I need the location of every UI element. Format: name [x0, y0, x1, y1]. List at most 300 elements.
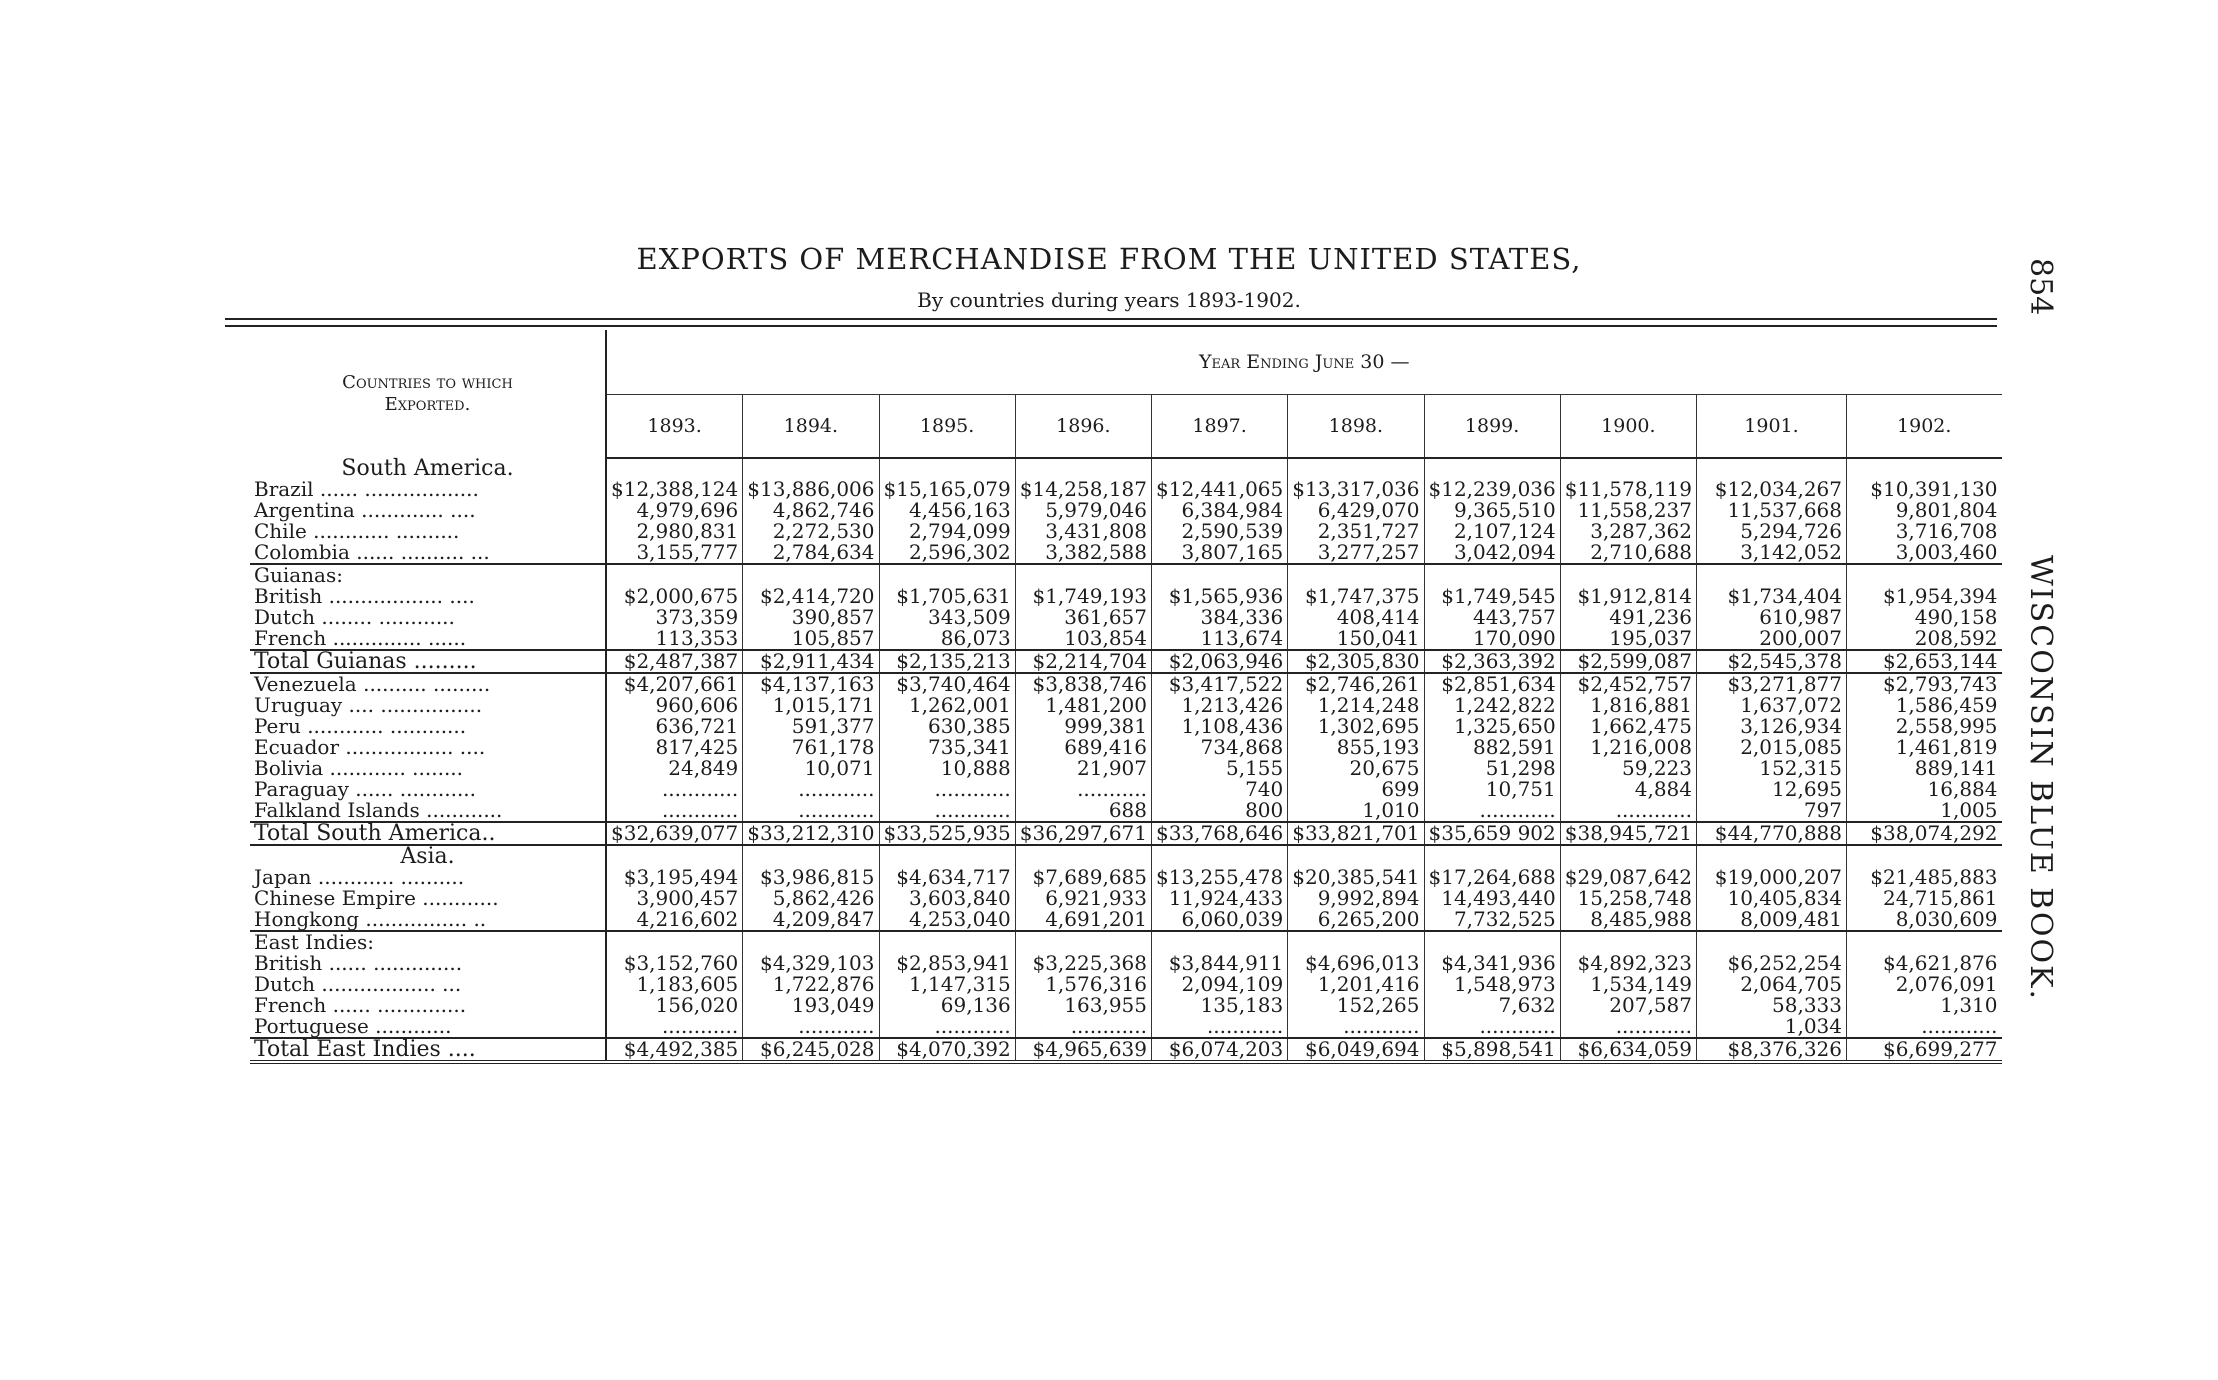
value-cell: ............ — [879, 800, 1015, 822]
value-cell: 5,862,426 — [743, 888, 879, 909]
value-cell: $2,911,434 — [743, 650, 879, 673]
value-cell: ............ — [743, 779, 879, 800]
value-cell: 384,336 — [1152, 607, 1288, 628]
header-countries — [250, 330, 606, 458]
value-cell: 10,888 — [879, 758, 1015, 779]
country-name: Bolivia ............ ........ — [250, 758, 606, 779]
empty-cell — [743, 458, 879, 479]
value-cell: 103,854 — [1015, 628, 1151, 650]
value-cell: $5,898,541 — [1424, 1038, 1560, 1062]
empty-cell — [1152, 931, 1288, 953]
value-cell: 11,924,433 — [1152, 888, 1288, 909]
header-year: 1895. — [879, 395, 1015, 459]
empty-cell — [606, 845, 743, 867]
section-heading: South America. — [250, 458, 606, 479]
subgroup-heading: Guianas: — [250, 564, 606, 586]
country-name: Paraguay ...... ............ — [250, 779, 606, 800]
value-cell: 2,980,831 — [606, 521, 743, 542]
empty-cell — [1015, 564, 1151, 586]
value-cell: 9,801,804 — [1895, 498, 1998, 522]
value-cell: $6,699,277 — [1847, 1038, 2002, 1062]
value-cell: 10,071 — [743, 758, 879, 779]
table-row — [250, 800, 2002, 822]
value-cell: 2,710,688 — [1560, 542, 1696, 564]
value-cell: 1,576,316 — [1015, 974, 1151, 995]
table-row — [250, 953, 2002, 974]
value-cell: 688 — [1015, 800, 1151, 822]
value-cell: $3,838,746 — [1015, 673, 1151, 695]
value-cell: $10,391,130 — [1870, 477, 1998, 501]
value-cell: 8,009,481 — [1697, 909, 1847, 931]
country-name: Falkland Islands ............ — [250, 800, 606, 822]
value-cell: 1,213,426 — [1152, 695, 1288, 716]
value-cell: 2,784,634 — [743, 542, 879, 564]
country-name: Japan ............ .......... — [250, 867, 606, 888]
value-cell: 24,849 — [606, 758, 743, 779]
table-row — [250, 995, 2002, 1016]
value-cell: $1,954,394 — [1882, 584, 1998, 608]
value-cell: 1,310 — [1940, 993, 1998, 1017]
value-cell: 200,007 — [1697, 628, 1847, 650]
country-name: Hongkong ................ .. — [250, 909, 606, 931]
value-cell: 9,992,894 — [1288, 888, 1424, 909]
subgroup-heading-row — [250, 931, 2002, 953]
value-cell: 135,183 — [1152, 995, 1288, 1016]
value-cell: ............ — [1015, 1016, 1151, 1038]
exports-table — [250, 330, 2002, 1064]
value-cell: $2,000,675 — [606, 586, 743, 607]
value-cell: ............ — [606, 1016, 743, 1038]
page-title: EXPORTS OF MERCHANDISE FROM THE UNITED STATES, — [636, 242, 1582, 276]
empty-cell — [1560, 458, 1696, 479]
header-year: 1901. — [1697, 395, 1847, 459]
value-cell: 195,037 — [1560, 628, 1696, 650]
empty-cell — [1697, 931, 1847, 953]
value-cell: $3,225,368 — [1015, 953, 1151, 974]
value-cell: $2,487,387 — [606, 650, 743, 673]
value-cell: ............ — [879, 779, 1015, 800]
value-cell: 21,907 — [1015, 758, 1151, 779]
value-cell: $3,195,494 — [606, 867, 743, 888]
value-cell: 800 — [1152, 800, 1288, 822]
value-cell: 6,921,933 — [1015, 888, 1151, 909]
table-row — [250, 521, 2002, 542]
country-name: Brazil ...... .................. — [250, 479, 606, 500]
value-cell: 735,341 — [879, 737, 1015, 758]
value-cell: 1,534,149 — [1560, 974, 1696, 995]
table-body — [250, 458, 2002, 1062]
value-cell: $4,341,936 — [1424, 953, 1560, 974]
empty-cell — [1847, 458, 2002, 479]
value-cell: 1,637,072 — [1697, 695, 1847, 716]
value-cell: $1,912,814 — [1560, 586, 1696, 607]
value-cell: 1,242,822 — [1424, 695, 1560, 716]
country-name: Portuguese ............ — [250, 1016, 606, 1038]
country-name: Chinese Empire ............ — [250, 888, 606, 909]
value-cell: $12,239,036 — [1424, 479, 1560, 500]
value-cell: $12,034,267 — [1697, 479, 1847, 500]
value-cell: $3,986,815 — [743, 867, 879, 888]
value-cell: $4,634,717 — [879, 867, 1015, 888]
value-cell: 4,456,163 — [879, 500, 1015, 521]
value-cell: 699 — [1288, 779, 1424, 800]
country-name: Uruguay .... ................ — [250, 695, 606, 716]
value-cell: 10,751 — [1424, 779, 1560, 800]
value-cell: 591,377 — [743, 716, 879, 737]
value-cell: $14,258,187 — [1015, 479, 1151, 500]
header-year: 1900. — [1560, 395, 1696, 459]
total-label: Total Guianas ......... — [250, 650, 606, 673]
value-cell: 20,675 — [1288, 758, 1424, 779]
value-cell: ............ — [1560, 800, 1696, 822]
value-cell: 4,253,040 — [879, 909, 1015, 931]
country-name: British .................. .... — [250, 586, 606, 607]
value-cell: 1,201,416 — [1288, 974, 1424, 995]
value-cell: 24,715,861 — [1882, 886, 1998, 910]
value-cell: $2,452,757 — [1560, 673, 1696, 695]
value-cell: 490,158 — [1914, 605, 1998, 629]
value-cell: $2,599,087 — [1560, 650, 1696, 673]
value-cell: 5,294,726 — [1697, 521, 1847, 542]
value-cell: 3,900,457 — [606, 888, 743, 909]
value-cell: $2,135,213 — [879, 650, 1015, 673]
empty-cell — [1424, 931, 1560, 953]
value-cell: ............ — [1560, 1016, 1696, 1038]
value-cell: ............ — [1152, 1016, 1288, 1038]
value-cell: 208,592 — [1847, 628, 2002, 650]
country-name: Peru ............ ............ — [250, 716, 606, 737]
value-cell: ............ — [1288, 1016, 1424, 1038]
value-cell: $2,214,704 — [1015, 650, 1151, 673]
value-cell: 390,857 — [743, 607, 879, 628]
value-cell: 855,193 — [1288, 737, 1424, 758]
total-row — [250, 650, 2002, 673]
value-cell: 86,073 — [879, 628, 1015, 650]
header-year-span: Year Ending June 30 — — [606, 330, 2002, 395]
value-cell: $8,376,326 — [1697, 1038, 1847, 1062]
value-cell: $33,768,646 — [1152, 822, 1288, 845]
value-cell: 4,691,201 — [1015, 909, 1151, 931]
value-cell: $1,734,404 — [1697, 586, 1847, 607]
running-header: WISCONSIN BLUE BOOK. — [2023, 555, 2058, 1002]
value-cell: 2,794,099 — [879, 521, 1015, 542]
value-cell: 4,862,746 — [743, 500, 879, 521]
value-cell: $2,746,261 — [1288, 673, 1424, 695]
empty-cell — [879, 931, 1015, 953]
value-cell: $4,492,385 — [606, 1038, 743, 1062]
total-row — [250, 1038, 2002, 1062]
value-cell: $3,271,877 — [1697, 673, 1847, 695]
empty-cell — [743, 931, 879, 953]
table-row — [250, 479, 2002, 500]
value-cell: $4,070,392 — [879, 1038, 1015, 1062]
empty-cell — [1424, 458, 1560, 479]
value-cell: $13,886,006 — [743, 479, 879, 500]
empty-cell — [1560, 845, 1696, 867]
value-cell: $2,063,946 — [1152, 650, 1288, 673]
country-name: Chile ............ .......... — [250, 521, 606, 542]
country-name: Colombia ...... .......... ... — [250, 542, 606, 564]
empty-cell — [606, 931, 743, 953]
value-cell: 610,987 — [1697, 607, 1847, 628]
total-label: Total East Indies .... — [250, 1038, 606, 1062]
value-cell: 6,429,070 — [1288, 500, 1424, 521]
value-cell: $3,844,911 — [1152, 953, 1288, 974]
value-cell: $2,545,378 — [1697, 650, 1847, 673]
country-name: French .............. ...... — [250, 628, 606, 650]
value-cell: 193,049 — [743, 995, 879, 1016]
table-row — [250, 888, 2002, 909]
value-cell: 113,674 — [1152, 628, 1288, 650]
empty-cell — [1560, 931, 1696, 953]
value-cell: 3,716,708 — [1895, 519, 1998, 543]
value-cell: 889,141 — [1914, 756, 1998, 780]
value-cell: $4,329,103 — [743, 953, 879, 974]
value-cell: 1,015,171 — [743, 695, 879, 716]
empty-cell — [1015, 458, 1151, 479]
value-cell: 491,236 — [1560, 607, 1696, 628]
section-heading-row — [250, 845, 2002, 867]
empty-cell — [1847, 564, 2002, 586]
value-cell: $1,565,936 — [1152, 586, 1288, 607]
empty-cell — [1560, 564, 1696, 586]
empty-cell — [879, 458, 1015, 479]
value-cell: 10,405,834 — [1697, 888, 1847, 909]
value-cell: 740 — [1152, 779, 1288, 800]
value-cell: $6,074,203 — [1152, 1038, 1288, 1062]
empty-cell — [1847, 931, 2002, 953]
value-cell: 4,884 — [1560, 779, 1696, 800]
value-cell: ............ — [606, 800, 743, 822]
value-cell: 9,365,510 — [1424, 500, 1560, 521]
value-cell: 343,509 — [879, 607, 1015, 628]
value-cell: 734,868 — [1152, 737, 1288, 758]
value-cell: 5,979,046 — [1015, 500, 1151, 521]
value-cell: 3,003,460 — [1847, 542, 2002, 564]
value-cell: $38,074,292 — [1847, 822, 2002, 845]
value-cell: 2,590,539 — [1152, 521, 1288, 542]
value-cell: $33,212,310 — [743, 822, 879, 845]
value-cell: $21,485,883 — [1870, 865, 1998, 889]
empty-cell — [1152, 845, 1288, 867]
empty-cell — [879, 564, 1015, 586]
country-name: Ecuador ................. .... — [250, 737, 606, 758]
table-row — [250, 673, 2002, 695]
value-cell: 2,094,109 — [1152, 974, 1288, 995]
value-cell: ............ — [1424, 800, 1560, 822]
value-cell: 1,586,459 — [1895, 693, 1998, 717]
table-row — [250, 695, 2002, 716]
table-row — [250, 974, 2002, 995]
country-name: Dutch .................. ... — [250, 974, 606, 995]
value-cell: ............ — [1424, 1016, 1560, 1038]
value-cell: ........... — [1015, 779, 1151, 800]
empty-cell — [1697, 845, 1847, 867]
value-cell: 2,351,727 — [1288, 521, 1424, 542]
value-cell: $1,749,545 — [1424, 586, 1560, 607]
table-row — [250, 758, 2002, 779]
value-cell: 1,548,973 — [1424, 974, 1560, 995]
value-cell: 16,884 — [1927, 777, 1998, 801]
header-year: 1897. — [1152, 395, 1288, 459]
value-cell: 1,214,248 — [1288, 695, 1424, 716]
empty-cell — [1015, 845, 1151, 867]
value-cell: 630,385 — [879, 716, 1015, 737]
value-cell: $6,634,059 — [1560, 1038, 1696, 1062]
value-cell: 3,431,808 — [1015, 521, 1151, 542]
value-cell: 59,223 — [1560, 758, 1696, 779]
value-cell: 1,461,819 — [1895, 735, 1998, 759]
value-cell: 7,632 — [1424, 995, 1560, 1016]
value-cell: $4,892,323 — [1560, 953, 1696, 974]
value-cell: ............ — [743, 800, 879, 822]
header-year: 1893. — [606, 395, 743, 459]
table-row — [250, 586, 2002, 607]
table-row — [250, 716, 2002, 737]
table-row — [250, 628, 2002, 650]
country-name: Argentina ............. .... — [250, 500, 606, 521]
value-cell: $36,297,671 — [1015, 822, 1151, 845]
value-cell: 3,142,052 — [1697, 542, 1847, 564]
header-year: 1896. — [1015, 395, 1151, 459]
value-cell: $6,252,254 — [1697, 953, 1847, 974]
value-cell: 3,155,777 — [606, 542, 743, 564]
value-cell: $20,385,541 — [1288, 867, 1424, 888]
value-cell: 8,030,609 — [1847, 909, 2002, 931]
value-cell: $4,207,661 — [606, 673, 743, 695]
value-cell: $11,578,119 — [1560, 479, 1696, 500]
value-cell: 15,258,748 — [1560, 888, 1696, 909]
value-cell: $1,747,375 — [1288, 586, 1424, 607]
header-countries-line2: Exported. — [384, 394, 471, 415]
empty-cell — [1697, 458, 1847, 479]
value-cell: $3,417,522 — [1152, 673, 1288, 695]
value-cell: $29,087,642 — [1560, 867, 1696, 888]
value-cell: 3,382,588 — [1015, 542, 1151, 564]
value-cell: 113,353 — [606, 628, 743, 650]
value-cell: $2,363,392 — [1424, 650, 1560, 673]
value-cell: ............ — [606, 779, 743, 800]
value-cell: 361,657 — [1015, 607, 1151, 628]
title-rule-top — [225, 318, 1997, 320]
value-cell: 797 — [1697, 800, 1847, 822]
value-cell: 6,384,984 — [1152, 500, 1288, 521]
value-cell: $13,255,478 — [1152, 867, 1288, 888]
value-cell: 3,603,840 — [879, 888, 1015, 909]
total-label: Total South America.. — [250, 822, 606, 845]
country-name: British ...... .............. — [250, 953, 606, 974]
value-cell: $35,659 902 — [1424, 822, 1560, 845]
value-cell: 1,325,650 — [1424, 716, 1560, 737]
value-cell: 960,606 — [606, 695, 743, 716]
value-cell: $1,749,193 — [1015, 586, 1151, 607]
value-cell: $12,441,065 — [1152, 479, 1288, 500]
empty-cell — [1424, 564, 1560, 586]
value-cell: 1,183,605 — [606, 974, 743, 995]
value-cell: ............ — [879, 1016, 1015, 1038]
value-cell: $13,317,036 — [1288, 479, 1424, 500]
empty-cell — [1288, 458, 1424, 479]
value-cell: $1,705,631 — [879, 586, 1015, 607]
value-cell: 1,722,876 — [743, 974, 879, 995]
empty-cell — [1424, 845, 1560, 867]
empty-cell — [1288, 931, 1424, 953]
value-cell: 7,732,525 — [1424, 909, 1560, 931]
value-cell: 58,333 — [1697, 995, 1847, 1016]
header-year: 1899. — [1424, 395, 1560, 459]
value-cell: 14,493,440 — [1424, 888, 1560, 909]
country-name: Venezuela .......... ......... — [250, 673, 606, 695]
value-cell: 3,807,165 — [1152, 542, 1288, 564]
value-cell: 408,414 — [1288, 607, 1424, 628]
table-row — [250, 737, 2002, 758]
value-cell: $32,639,077 — [606, 822, 743, 845]
value-cell: 3,126,934 — [1697, 716, 1847, 737]
value-cell: 8,485,988 — [1560, 909, 1696, 931]
country-name: Dutch ........ ............ — [250, 607, 606, 628]
section-heading-row — [250, 458, 2002, 479]
value-cell: $12,388,124 — [606, 479, 743, 500]
value-cell: 3,042,094 — [1424, 542, 1560, 564]
title-rule-bottom — [225, 325, 1997, 327]
value-cell: 1,481,200 — [1015, 695, 1151, 716]
value-cell: 105,857 — [743, 628, 879, 650]
empty-cell — [743, 845, 879, 867]
value-cell: $3,740,464 — [879, 673, 1015, 695]
value-cell: 207,587 — [1560, 995, 1696, 1016]
value-cell: 1,302,695 — [1288, 716, 1424, 737]
value-cell: 163,955 — [1015, 995, 1151, 1016]
value-cell: ............ — [743, 1016, 879, 1038]
value-cell: 1,816,881 — [1560, 695, 1696, 716]
value-cell: $6,245,028 — [743, 1038, 879, 1062]
value-cell: 373,359 — [606, 607, 743, 628]
table-row — [250, 607, 2002, 628]
value-cell: 156,020 — [606, 995, 743, 1016]
subgroup-heading: East Indies: — [250, 931, 606, 953]
value-cell: 4,209,847 — [743, 909, 879, 931]
value-cell: $33,525,935 — [879, 822, 1015, 845]
value-cell: $19,000,207 — [1697, 867, 1847, 888]
value-cell: $4,965,639 — [1015, 1038, 1151, 1062]
value-cell: $17,264,688 — [1424, 867, 1560, 888]
empty-cell — [743, 564, 879, 586]
table-row — [250, 779, 2002, 800]
empty-cell — [1847, 845, 2002, 867]
empty-cell — [606, 564, 743, 586]
value-cell: ............ — [1847, 1016, 2002, 1038]
header-year: 1898. — [1288, 395, 1424, 459]
value-cell: 6,265,200 — [1288, 909, 1424, 931]
value-cell: 1,147,315 — [879, 974, 1015, 995]
value-cell: $2,414,720 — [743, 586, 879, 607]
value-cell: 3,277,257 — [1288, 542, 1424, 564]
value-cell: $4,696,013 — [1288, 953, 1424, 974]
value-cell: 2,107,124 — [1424, 521, 1560, 542]
value-cell: 2,015,085 — [1697, 737, 1847, 758]
empty-cell — [1288, 564, 1424, 586]
country-name: French ...... .............. — [250, 995, 606, 1016]
value-cell: 11,558,237 — [1560, 500, 1696, 521]
value-cell: 1,034 — [1697, 1016, 1847, 1038]
empty-cell — [1697, 564, 1847, 586]
subgroup-heading-row — [250, 564, 2002, 586]
empty-cell — [1288, 845, 1424, 867]
header-year: 1894. — [743, 395, 879, 459]
value-cell: 2,272,530 — [743, 521, 879, 542]
value-cell: 3,287,362 — [1560, 521, 1696, 542]
total-row — [250, 822, 2002, 845]
